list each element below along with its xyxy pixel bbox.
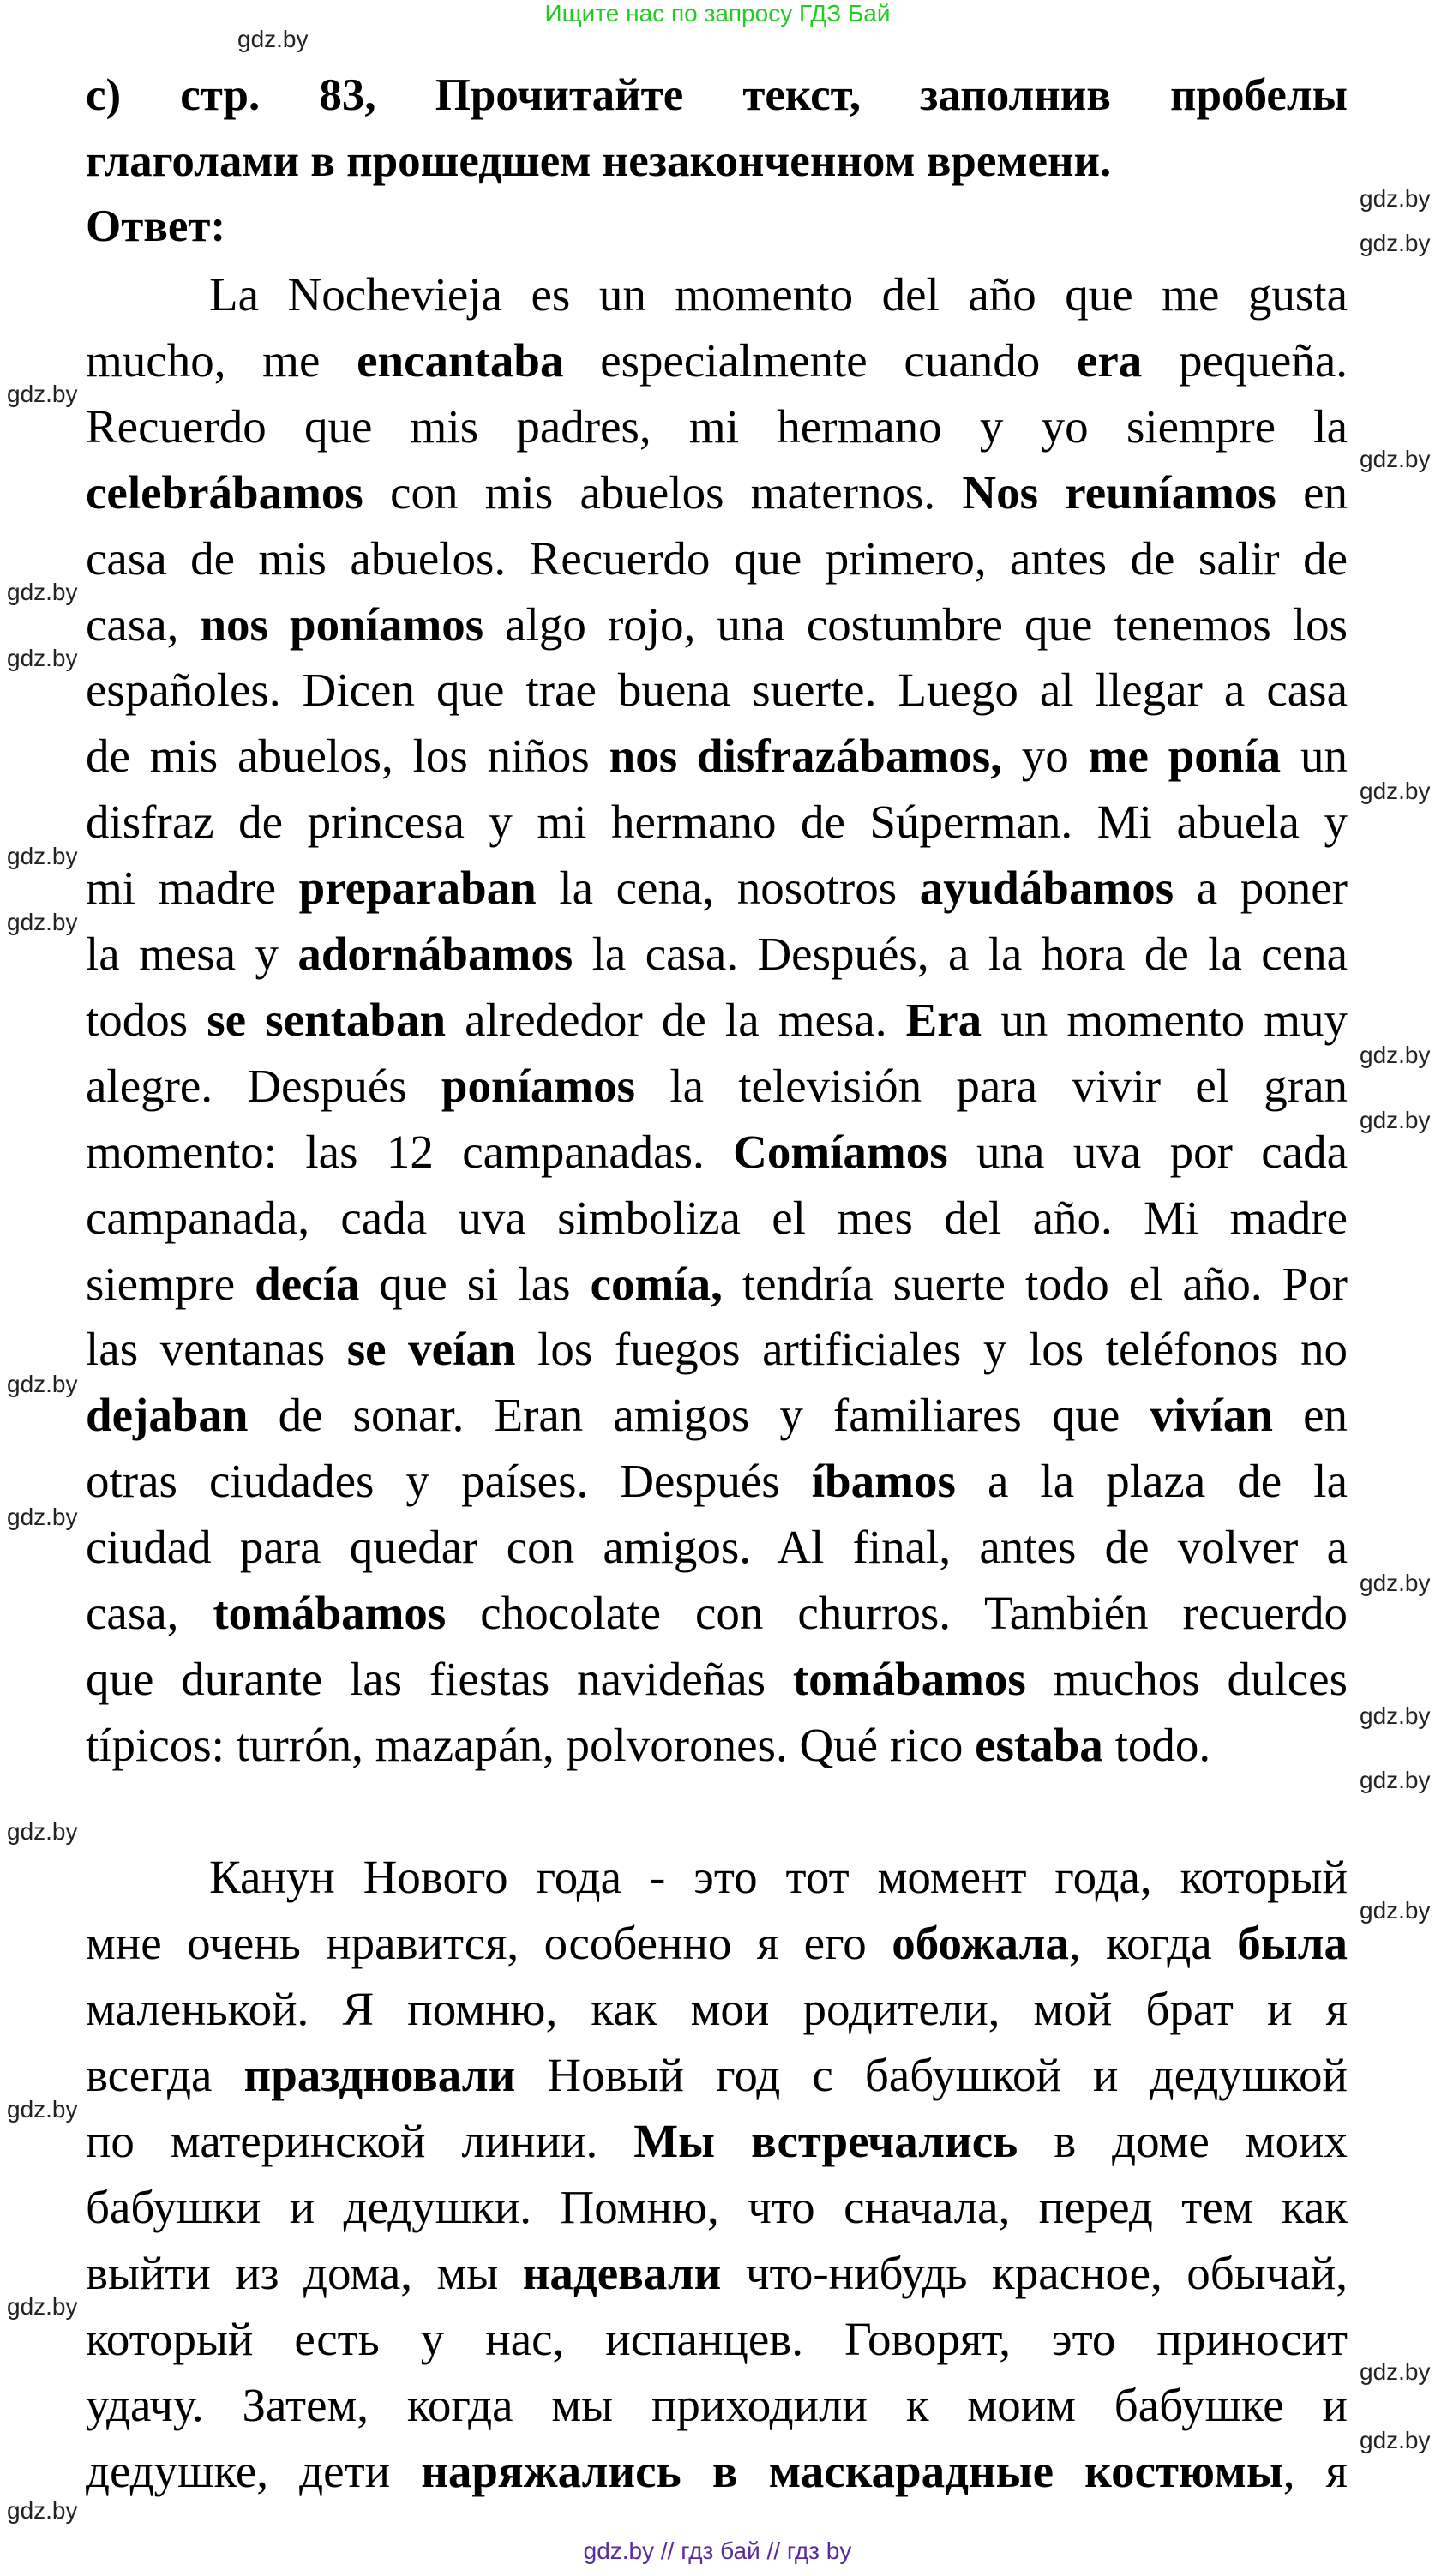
watermark: gdz.by <box>1360 778 1431 804</box>
watermark: gdz.by <box>7 579 78 605</box>
answer-verb: nos disfrazábamos, <box>609 730 1002 782</box>
answer-verb: Мы встречались <box>633 2115 1018 2167</box>
text-segment: alegre. Después <box>86 1060 441 1112</box>
spanish-text-line <box>86 1186 1348 1251</box>
spanish-text-line <box>86 394 1348 459</box>
text-segment: muchos dulces <box>1025 1653 1348 1705</box>
watermark: gdz.by <box>1360 2358 1431 2385</box>
text-segment: ciudad para quedar con amigos. Al final, antes de volver a <box>86 1521 1348 1573</box>
text-segment: yo <box>1001 730 1089 782</box>
answer-verb: наряжались в маскарадные костюмы <box>421 2445 1283 2497</box>
answer-verb: se veían <box>346 1323 516 1375</box>
russian-text-line <box>86 1911 1348 1976</box>
text-segment: удачу. Затем, когда мы приходили к моим бабушке и <box>86 2379 1348 2431</box>
spanish-text-line <box>86 988 1348 1053</box>
text-segment: mucho, me <box>86 334 357 387</box>
text-segment: Новый год с бабушкой и дедушкой <box>515 2049 1348 2101</box>
heading-line <box>86 129 1348 194</box>
text-segment: в доме моих <box>1018 2115 1348 2167</box>
text-segment: дедушке, дети <box>86 2445 422 2497</box>
text-segment: alrededor de la mesa. <box>446 994 906 1046</box>
spanish-text-line <box>86 1252 1348 1317</box>
answer-verb: была <box>1237 1917 1348 1969</box>
watermark: gdz.by <box>7 645 78 671</box>
spanish-text-line <box>86 1054 1348 1119</box>
answer-verb: dejaban <box>86 1389 249 1441</box>
spanish-text-line <box>86 1383 1348 1448</box>
watermark: gdz.by <box>7 2096 78 2123</box>
watermark: gdz.by <box>1360 1702 1431 1729</box>
answer-verb: праздновали <box>243 2049 516 2101</box>
answer-verb: надевали <box>522 2247 722 2299</box>
text-segment: что-нибудь красное, обычай, <box>721 2247 1348 2299</box>
text-segment: a poner <box>1174 862 1348 914</box>
text-segment: chocolate con churros. También recuerdo <box>446 1587 1348 1639</box>
text-segment: todos <box>86 994 207 1046</box>
text-segment: que durante las fiestas navideñas <box>86 1653 793 1705</box>
heading-line <box>86 63 1348 128</box>
answer-verb: me ponía <box>1088 730 1282 782</box>
text-segment: выйти из дома, мы <box>86 2247 523 2299</box>
text-segment: típicos: turrón, mazapán, polvorones. Qué rico <box>86 1719 976 1771</box>
russian-text-line <box>86 2307 1348 2372</box>
search-hint-banner: Ищите нас по запросу ГДЗ Бай <box>544 0 891 27</box>
spanish-text-line <box>86 592 1348 658</box>
answer-verb: poníamos <box>441 1060 636 1112</box>
footer-note: gdz.by // гдз бай // гдз by <box>583 2537 852 2564</box>
answer-verb: estaba <box>975 1719 1103 1771</box>
answer-verb: tomábamos <box>213 1587 447 1639</box>
text-segment: especialmente cuando <box>563 334 1077 387</box>
watermark: gdz.by <box>1360 1570 1431 1596</box>
answer-verb: ayudábamos <box>919 862 1174 914</box>
text-segment: siempre <box>86 1258 255 1310</box>
text-segment: con mis abuelos maternos. <box>363 466 963 519</box>
answer-verb: íbamos <box>811 1455 956 1507</box>
text-segment: algo rojo, una costumbre que tenemos los <box>483 598 1348 651</box>
answer-verb: se sentaban <box>207 994 447 1046</box>
text-segment: las ventanas <box>86 1323 347 1375</box>
text-segment: la cena, nosotros <box>536 862 920 914</box>
watermark: gdz.by <box>7 1504 78 1530</box>
watermark: gdz.by <box>7 2497 78 2524</box>
text-segment: всегда <box>86 2049 244 2101</box>
answer-verb: обожала <box>892 1917 1069 1969</box>
watermark: gdz.by <box>1360 1897 1431 1924</box>
text-segment: un <box>1281 730 1348 782</box>
answer-verb: Era <box>905 994 982 1046</box>
spanish-text-line <box>86 658 1348 723</box>
watermark: gdz.by <box>1360 446 1431 472</box>
spanish-text-line <box>86 1581 1348 1646</box>
text-segment: , когда <box>1068 1917 1238 1969</box>
text-segment: глаголами в прошедшем незаконченном времени. <box>86 136 1112 186</box>
text-segment: casa, <box>86 598 201 651</box>
text-segment: la mesa y <box>86 928 298 980</box>
watermark: gdz.by <box>1360 1767 1431 1793</box>
russian-text-line <box>86 2175 1348 2240</box>
watermark: gdz.by <box>7 909 78 935</box>
answer-verb: Comíamos <box>733 1126 948 1178</box>
watermark: gdz.by <box>1360 230 1431 256</box>
answer-verb: adornábamos <box>297 928 573 980</box>
watermark: gdz.by <box>7 843 78 869</box>
answer-verb: preparaban <box>298 862 537 914</box>
text-segment: una uva por cada <box>947 1126 1348 1178</box>
answer-verb: Nos reuníamos <box>962 466 1276 519</box>
text-segment: casa, <box>86 1587 213 1639</box>
text-segment: los fuegos artificiales y los teléfonos no <box>515 1323 1348 1375</box>
text-segment: todo. <box>1102 1719 1211 1771</box>
russian-text-line <box>86 1845 1348 1910</box>
answer-verb: tomábamos <box>792 1653 1026 1705</box>
text-segment: a la plaza de la <box>955 1455 1348 1507</box>
text-segment: Recuerdo que mis padres, mi hermano y yo siempre la <box>86 400 1348 453</box>
spanish-text-line <box>86 1449 1348 1514</box>
text-segment: tendría suerte todo el año. Por <box>722 1258 1348 1310</box>
text-segment: casa de mis abuelos. Recuerdo que primero, antes de salir de <box>86 532 1348 585</box>
text-segment: de sonar. Eran amigos y familiares que <box>248 1389 1150 1441</box>
text-segment: campanada, cada uva simboliza el mes del año. Mi madre <box>86 1192 1348 1244</box>
text-segment: españoles. Dicen que trae buena suerte. Luego al llegar a casa <box>86 664 1348 716</box>
spanish-text-line <box>86 1713 1348 1778</box>
text-segment: la televisión para vivir el gran <box>635 1060 1348 1112</box>
text-segment: бабушки и дедушки. Помню, что сначала, перед тем как <box>86 2181 1348 2233</box>
answer-verb: decía <box>255 1258 360 1310</box>
russian-text-line <box>86 2241 1348 2306</box>
spanish-text-line <box>86 724 1348 789</box>
spanish-text-line <box>86 1120 1348 1185</box>
russian-text-line <box>86 2043 1348 2108</box>
text-segment: momento: las 12 campanadas. <box>86 1126 734 1178</box>
answer-verb: comía, <box>590 1258 723 1310</box>
watermark: gdz.by <box>1360 1107 1431 1133</box>
spanish-text-line <box>86 922 1348 987</box>
spanish-text-line <box>86 790 1348 855</box>
spanish-text-line <box>86 262 1348 327</box>
text-segment: que si las <box>359 1258 591 1310</box>
text-segment: en <box>1273 1389 1348 1441</box>
text-segment: La Nochevieja es un momento del año que me gusta <box>209 268 1348 321</box>
spanish-text-line <box>86 328 1348 393</box>
text-segment: который есть у нас, испанцев. Говорят, это приносит <box>86 2313 1348 2365</box>
text-segment: Канун Нового года - это тот момент года, который <box>209 1851 1348 1903</box>
text-segment: un momento muy <box>982 994 1348 1046</box>
text-segment: pequeña. <box>1142 334 1348 387</box>
answer-verb: celebrábamos <box>86 466 363 519</box>
spanish-text-line <box>86 856 1348 921</box>
text-segment: , я <box>1282 2445 1348 2497</box>
text-segment: Ответ: <box>86 201 226 251</box>
heading-line <box>86 194 1348 259</box>
watermark: gdz.by <box>7 381 78 407</box>
answer-verb: vivían <box>1150 1389 1274 1441</box>
watermark: gdz.by <box>7 1371 78 1397</box>
watermark: gdz.by <box>237 26 309 52</box>
text-segment: de mis abuelos, los niños <box>86 730 609 782</box>
answer-verb: nos poníamos <box>200 598 484 651</box>
text-segment: мне очень нравится, особенно я его <box>86 1917 892 1969</box>
answer-verb: era <box>1076 334 1143 387</box>
answer-verb: encantaba <box>357 334 564 387</box>
russian-text-line <box>86 1977 1348 2042</box>
watermark: gdz.by <box>7 1818 78 1845</box>
text-segment: c) стр. 83, Прочитайте текст, заполнив пробелы <box>86 70 1348 120</box>
watermark: gdz.by <box>1360 1042 1431 1068</box>
russian-text-line <box>86 2439 1348 2504</box>
text-segment: по материнской линии. <box>86 2115 634 2167</box>
spanish-text-line <box>86 526 1348 591</box>
spanish-text-line <box>86 460 1348 525</box>
text-segment: en <box>1276 466 1348 519</box>
text-segment: otras ciudades y países. Después <box>86 1455 812 1507</box>
russian-text-line <box>86 2109 1348 2174</box>
russian-text-line <box>86 2373 1348 2438</box>
spanish-text-line <box>86 1515 1348 1580</box>
watermark: gdz.by <box>1360 2427 1431 2453</box>
text-segment: маленькой. Я помню, как мои родители, мой брат и я <box>86 1983 1348 2035</box>
spanish-text-line <box>86 1647 1348 1712</box>
watermark: gdz.by <box>1360 185 1431 212</box>
text-segment: disfraz de princesa y mi hermano de Súperman. Mi abuela y <box>86 796 1348 848</box>
text-segment: mi madre <box>86 862 299 914</box>
text-segment: la casa. Después, a la hora de la cena <box>573 928 1348 980</box>
spanish-text-line <box>86 1317 1348 1382</box>
watermark: gdz.by <box>7 2293 78 2320</box>
